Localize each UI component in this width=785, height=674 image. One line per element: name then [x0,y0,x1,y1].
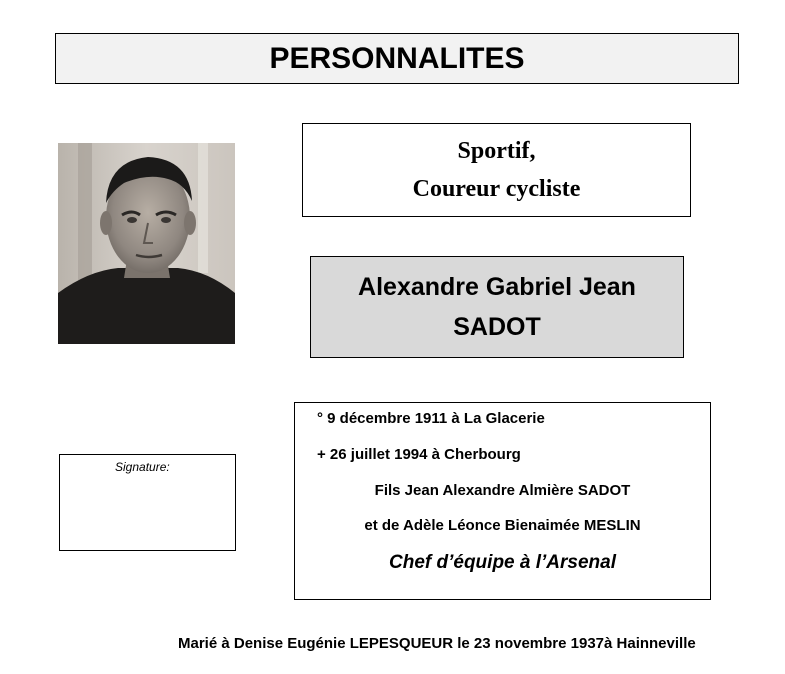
occupation-info: Chef d’équipe à l’Arsenal [389,552,616,573]
full-name-first: Alexandre Gabriel Jean [358,273,636,301]
page-title-box [55,33,739,84]
role-line-2: Coureur cycliste [412,176,581,202]
signature-label: Signature: [115,460,170,474]
name-box [310,256,684,358]
portrait-photo-icon [58,143,235,344]
birth-info: ° 9 décembre 1911 à La Glacerie [317,410,545,427]
details-box [294,402,711,600]
death-info: + 26 juillet 1994 à Cherbourg [317,446,521,463]
full-name-last: SADOT [453,313,541,341]
role-line-1: Sportif, [457,138,536,164]
role-box [302,123,691,217]
mother-info: et de Adèle Léonce Bienaimée MESLIN [364,517,641,534]
portrait-photo [58,143,235,344]
page-title: PERSONNALITES [269,41,525,75]
father-info: Fils Jean Alexandre Almière SADOT [374,482,631,499]
marriage-info: Marié à Denise Eugénie LEPESQUEUR le 23 novembre 1937à Hainneville [178,635,696,652]
signature-box [59,454,236,551]
